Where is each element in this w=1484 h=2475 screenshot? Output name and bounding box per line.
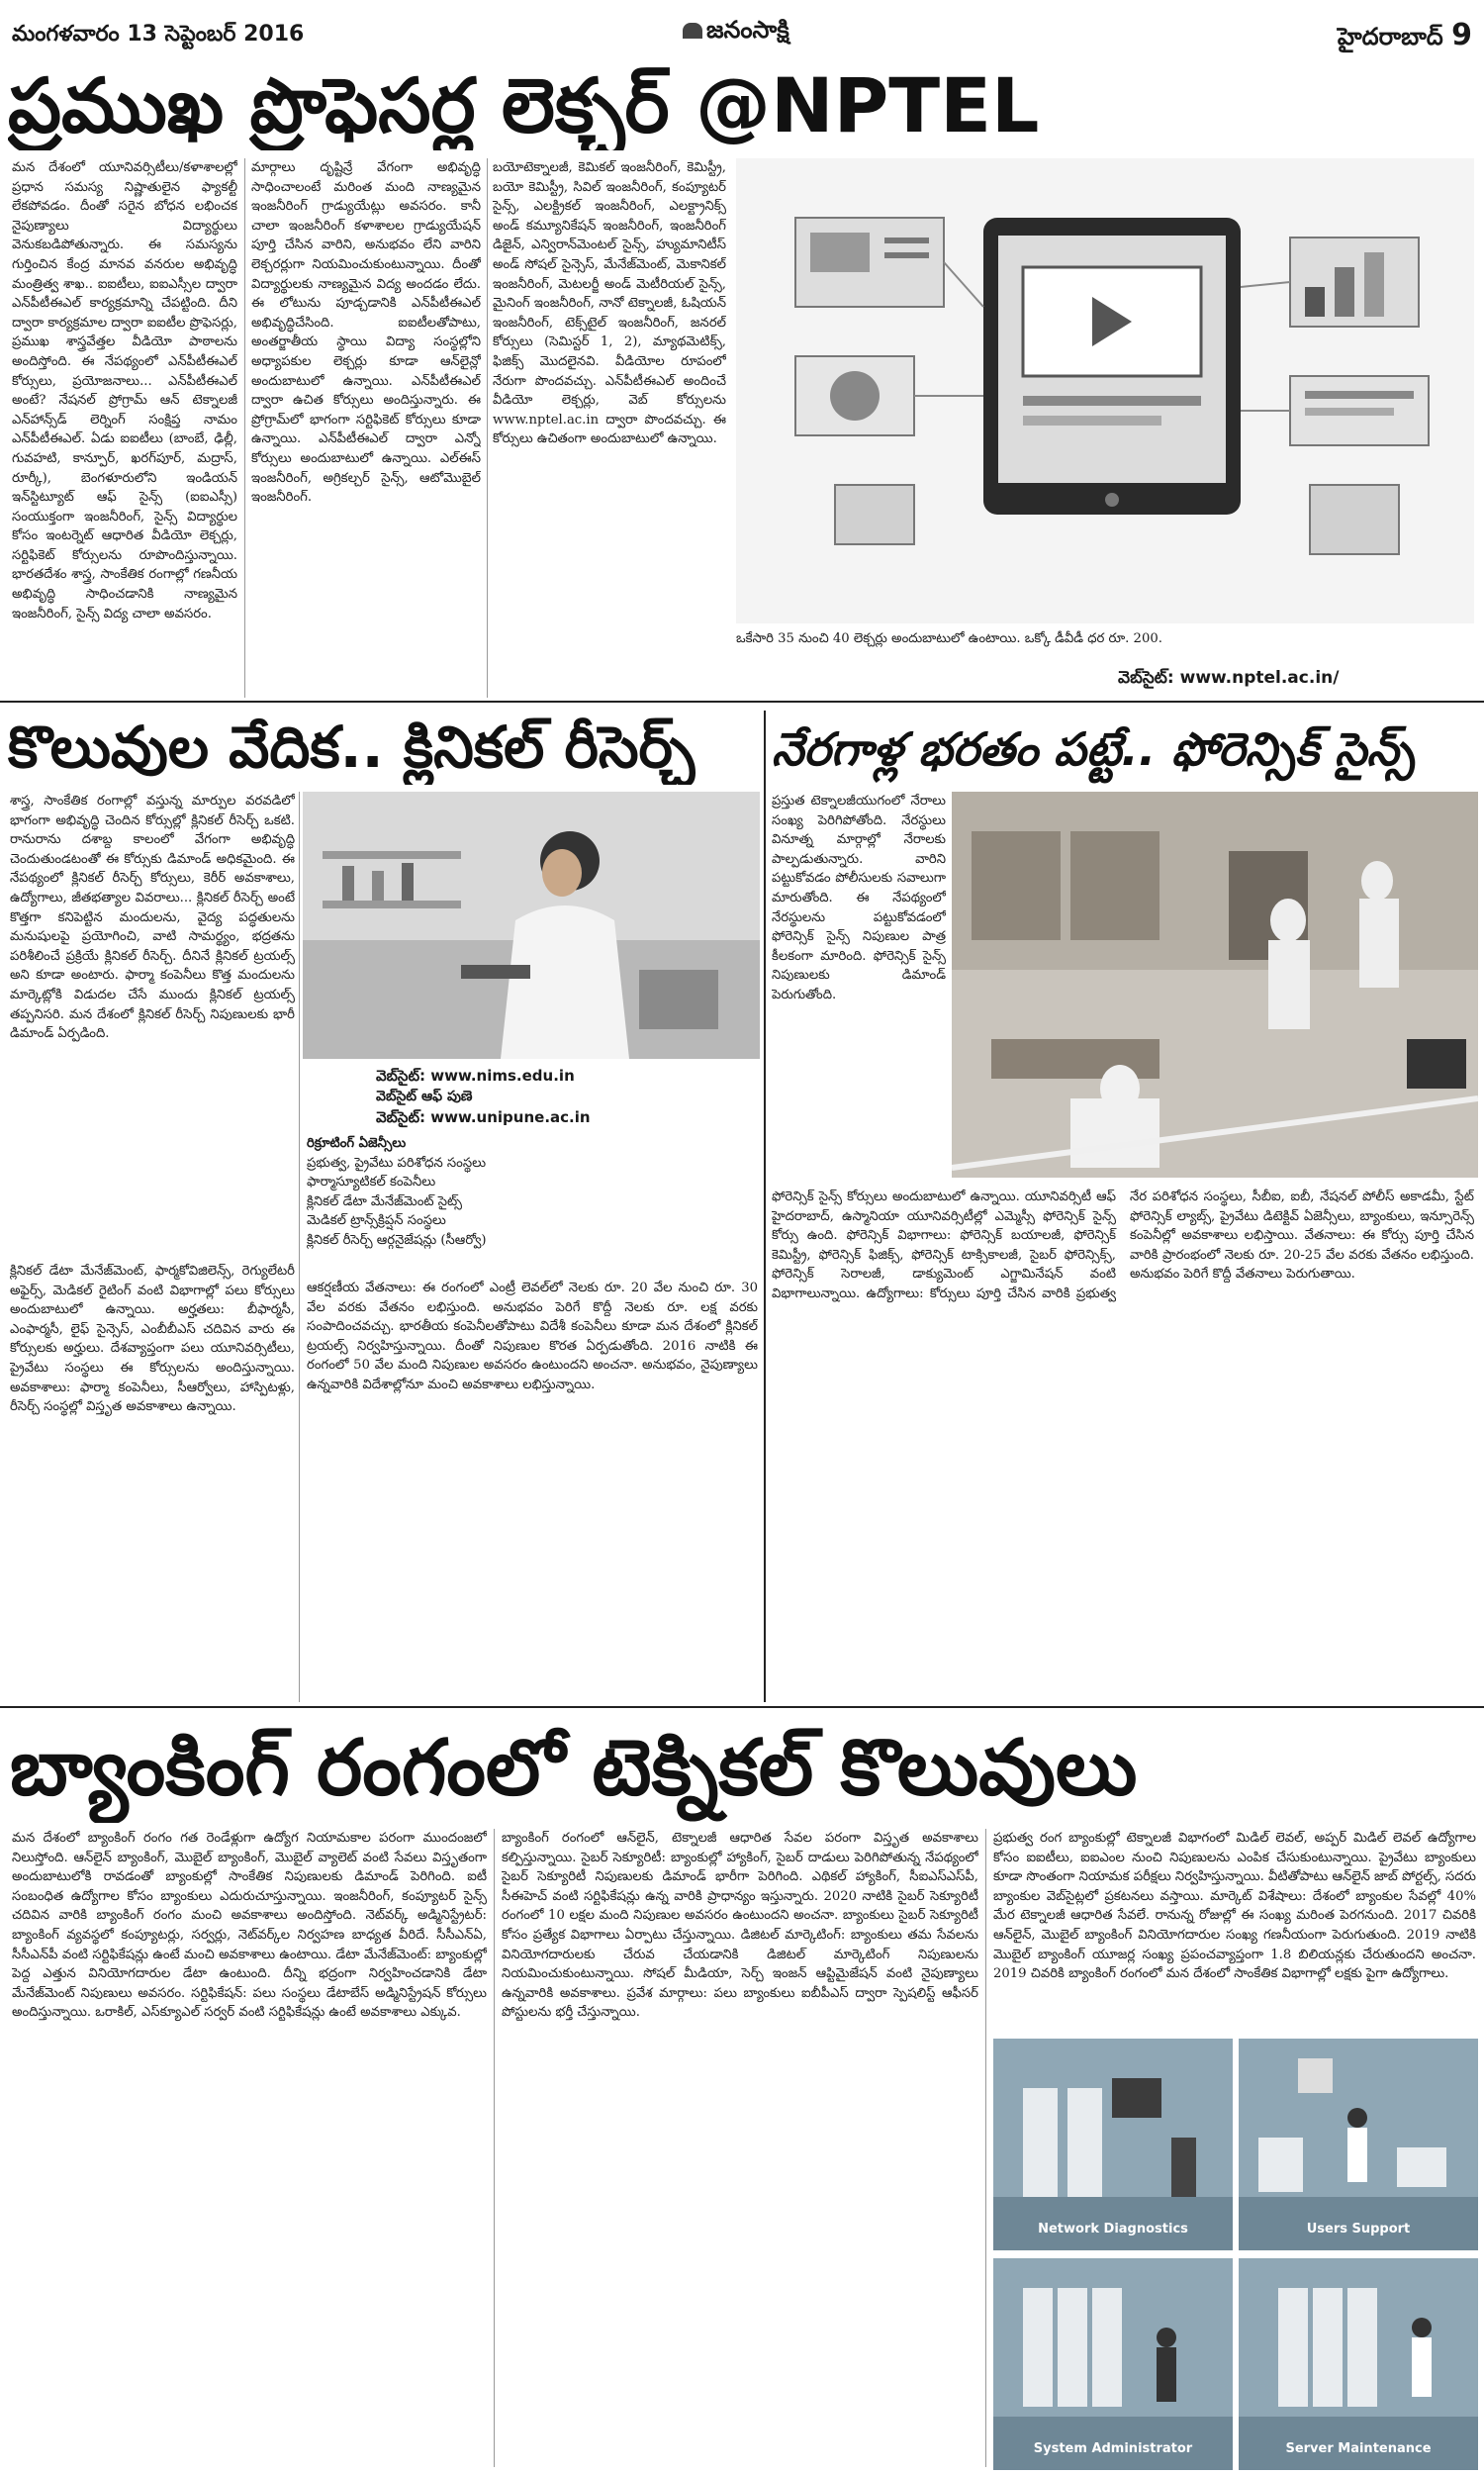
issue-date: మంగళవారం 13 సెప్టెంబర్ 2016 bbox=[12, 22, 305, 47]
server-maintenance-label: Server Maintenance bbox=[1285, 2441, 1432, 2456]
clinical-photo bbox=[303, 792, 760, 1059]
lab-scientist-photo bbox=[303, 792, 760, 1059]
page-number: 9 bbox=[1451, 18, 1472, 52]
unipune-website[interactable]: వెబ్‌సైట్: www.unipune.ac.in bbox=[376, 1108, 591, 1126]
recruiting-item: మెడికల్ ట్రాన్స్‌క్రిప్షన్ సంస్థలు bbox=[307, 1213, 446, 1229]
logo-text: జనంసాక్షి bbox=[706, 16, 789, 44]
recruiting-item: ఫార్మాస్యూటికల్ కంపెనీలు bbox=[307, 1175, 436, 1190]
banking-column-1: మన దేశంలో బ్యాంకింగ్ రంగం గత రెండేళ్లుగా ఉద్యోగ నియామకాల పరంగా ముందంజలో నిలుస్తోంది. ఆన్‌లైన్ బ్యాంకింగ్, మొబైల్ బ్యాంకింగ్, మొబైల్ వ్యాలెట్ వంటి సేవలు విస్తృతంగా అందుబాటులోకి రావడంతో బ్యాంకుల్లో సాంకేతిక నిపుణులకు డిమాండ్ పెరిగింది. ఐటీ సంబంధిత ఉద్యోగాల కోసం బ్యాంకులు ఎదురుచూస్తున్నాయి. ఇంజనీరింగ్, కంప్యూటర్ సైన్స్ చదివిన వారికి బ్యాంకింగ్ రంగం మంచి అవకాశాలు అందిస్తోంది. నెట్‌వర్క్ అడ్మినిస్ట్రేటర్: బ్యాంకింగ్ వ్యవస్థలో కంప్యూటర్లు, సర్వర్లు, నెట్‌వర్క్‌ల నిర్వహణ బాధ్యత వీరిదే. సీసీఎన్ఏ, సీసీఎన్‌పీ వంటి సర్టిఫికేషన్లు ఉంటే మంచి అవకాశాలు ఉంటాయి. డేటా మేనేజ్‌మెంట్: బ్యాంకుల్లో పెద్ద ఎత్తున వినియోగదారుల డేటా ఉంటుంది. దీన్ని భద్రంగా నిర్వహించడానికి డేటా మేనేజ్‌మెంట్ నిపుణులు అవసరం. సర్టిఫికేషన్: పలు సంస్థలు డేటాబేస్ అడ్మినిస్ట్రేషన్ కోర్సులు అందిస్తున్నాయి. ఒరాకిల్, ఎస్‌క్యూఎల్ సర్వర్ వంటి సర్టిఫికేషన్లు ఉంటే అవకాశాలు ఎక్కువ. bbox=[12, 1831, 487, 2021]
users-support-label: Users Support bbox=[1306, 2222, 1411, 2237]
banking-illustration bbox=[993, 2039, 1478, 2470]
crime-scene-photo bbox=[952, 792, 1478, 1178]
newspaper-logo bbox=[683, 16, 789, 49]
recruiting-item: క్లినికల్ రీసెర్చ్ ఆర్గనైజేషన్లు (సీఆర్వో) bbox=[307, 1232, 487, 1248]
banking-column-3: ప్రభుత్వ రంగ బ్యాంకుల్లో టెక్నాలజీ విభాగంలో మిడిల్ లెవల్, అప్పర్ మిడిల్ లెవల్ ఉద్యోగాల కోసం ఐఐటీలు, ఐఐఎంల నుంచి నిపుణులను ఎంపిక చేసుకుంటున్నాయి. ప్రైవేటు బ్యాంకులు కూడా సొంతంగా నియామక పరీక్షలు నిర్వహిస్తున్నాయి. వీటితోపాటు ఆన్‌లైన్ జాబ్ పోర్టల్స్, సదరు బ్యాంకుల వెబ్‌సైట్లలో ప్రకటనలు వస్తాయి. మార్కెట్ విశేషాలు: దేశంలో బ్యాంకుల సేవల్లో 40% మేర టెక్నాలజీ ఆధారిత సేవలే. రానున్న రోజుల్లో ఈ సంఖ్య మరింత పెరగనుంది. 2017 చివరికి ఆన్‌లైన్, మొబైల్ బ్యాంకింగ్ వినియోగదారుల సంఖ్య గణనీయంగా పెరుగుతుంది. 2019 నాటికి మొబైల్ బ్యాంకింగ్ యూజర్ల సంఖ్య ప్రపంచవ్యాప్తంగా 1.8 బిలియన్లకు చేరుతుందని అంచనా. 2019 చివరికి బ్యాంకింగ్ రంగంలో మన దేశంలో సాంకేతిక విభాగాల్లో లక్షకు పైగా ఉద్యోగాలు. bbox=[993, 1831, 1476, 1982]
network-diagnostics-label: Network Diagnostics bbox=[1038, 2222, 1188, 2237]
clinical-column-2: ఆకర్షణీయ వేతనాలు: ఈ రంగంలో ఎంట్రీ లెవల్‌లో నెలకు రూ. 20 వేల నుంచి రూ. 30 వేల వరకు వేతనం లభిస్తుంది. అనుభవం పెరిగే కొద్దీ నెలకు రూ. లక్ష వరకు సంపాదించవచ్చు. భారతీయ కంపెనీలతోపాటు విదేశీ కంపెనీలు కూడా మన దేశంలో క్లినికల్ ట్రయల్స్ నిర్వహిస్తున్నాయి. దీంతో నిపుణుల కొరత ఏర్పడుతోంది. 2016 నాటికి ఈ రంగంలో 50 వేల మంది నిపుణుల అవసరం ఉంటుందని అంచనా. అనుభవం, నైపుణ్యాలు ఉన్నవారికి విదేశాల్లోనూ మంచి అవకాశాలు లభిస్తున్నాయి. bbox=[307, 1281, 758, 1392]
forensic-headline: నేరగాళ్ల భరతం పట్టే.. ఫోరెన్సిక్ సైన్స్ bbox=[772, 722, 1416, 776]
banking-headline: బ్యాంకింగ్ రంగంలో టెక్నికల్ కొలువులు bbox=[10, 1724, 1138, 1813]
server-maintenance-panel bbox=[1239, 2258, 1478, 2470]
banking-column-2: బ్యాంకింగ్ రంగంలో ఆన్‌లైన్, టెక్నాలజీ ఆధారిత సేవల పరంగా విస్తృత అవకాశాలు కల్పిస్తున్నాయి. సైబర్ సెక్యూరిటీ: బ్యాంకుల్లో హ్యాకింగ్, సైబర్ దాడులు పెరిగిపోతున్న నేపథ్యంలో సైబర్ సెక్యూరిటీ నిపుణులకు డిమాండ్ భారీగా పెరిగింది. ఎథికల్ హ్యాకింగ్, సీఐఎస్ఎస్‌పీ, సీఈహెచ్ వంటి సర్టిఫికేషన్లు ఉన్న వారికి ప్రాధాన్యం ఇస్తున్నారు. 2020 నాటికి సైబర్ సెక్యూరిటీ రంగంలో 10 లక్షల మంది నిపుణుల అవసరం ఉంటుందని అంచనా. బ్యాంకులు సైబర్ సెక్యూరిటీ కోసం ప్రత్యేక విభాగాలు ఏర్పాటు చేస్తున్నాయి. డిజిటల్ మార్కెటింగ్: బ్యాంకులు తమ సేవలను వినియోగదారులకు చేరువ చేయడానికి డిజిటల్ మార్కెటింగ్ నిపుణులను నియమించుకుంటున్నాయి. సోషల్ మీడియా, సెర్చ్ ఇంజన్ ఆప్టిమైజేషన్ వంటి నైపుణ్యాలు ఉన్నవారికి అవకాశాలు. ప్రవేశ మార్గాలు: పలు బ్యాంకులు ఐబీపీఎస్ ద్వారా స్పెషలిస్ట్ ఆఫీసర్ పోస్టులను భర్తీ చేస్తున్నాయి. bbox=[502, 1831, 978, 2021]
users-support-panel bbox=[1239, 2039, 1478, 2250]
nptel-column-3: బయోటెక్నాలజీ, కెమికల్ ఇంజనీరింగ్, కెమిస్ట్రీ, బయో కెమిస్ట్రీ, సివిల్ ఇంజనీరింగ్, కంప్యూటర్ సైన్స్, ఎలక్ట్రికల్ ఇంజనీరింగ్, ఎలక్ట్రానిక్స్ అండ్ కమ్యూనికేషన్ ఇంజనీరింగ్, ఇంజనీరింగ్ డిజైన్, ఎన్విరాన్‌మెంటల్ సైన్స్, హ్యుమానిటీస్ అండ్ సోషల్ సైన్సెస్, మేనేజ్‌మెంట్, మెకానికల్ ఇంజనీరింగ్, మెటలర్జీ అండ్ మెటీరియల్ సైన్స్, మైనింగ్ ఇంజనీరింగ్, నానో టెక్నాలజీ, ఓషియన్ ఇంజనీరింగ్, టెక్స్‌టైల్ ఇంజనీరింగ్, జనరల్ కోర్సులు (సెమిస్టర్ 1, 2), మ్యాథమెటిక్స్, ఫిజిక్స్ మొదలైనవి. వీడియోల రూపంలో నేరుగా పొందవచ్చు. ఎన్‌పీటీఈఎల్ అందించే వీడియో లెక్చర్లు, వెబ్ కోర్సులను www.nptel.ac.in ద్వారా పొందవచ్చు. ఈ కోర్సులు ఉచితంగా అందుబాటులో ఉన్నాయి. bbox=[493, 160, 726, 447]
city-name: హైదరాబాద్ bbox=[1337, 23, 1443, 50]
page-location bbox=[1338, 18, 1472, 56]
nptel-website[interactable]: వెబ్‌సైట్: www.nptel.ac.in/ bbox=[1118, 668, 1340, 688]
nptel-illustration bbox=[736, 158, 1474, 623]
nptel-column-1: మన దేశంలో యూనివర్సిటీలు/కళాశాలల్లో ప్రధాన సమస్య నిష్ణాతులైన ఫ్యాకల్టీ లేకపోవడం. దీంతో సరైన బోధన లభించక నైపుణ్యాలు విద్యార్థులు వెనుకబడిపోతున్నారు. ఈ సమస్యను గుర్తించిన కేంద్ర మానవ వనరుల అభివృద్ధి మంత్రిత్వ శాఖ.. ఐఐటీలు, ఐఐఎస్సీల ద్వారా ఎన్‌పీటీఈఎల్ కార్యక్రమాన్ని చేపట్టింది. దీని ద్వారా కార్యక్రమాల ద్వారా ఐఐటీల ప్రొఫెసర్లు, ప్రముఖ శాస్త్రవేత్తల వీడియో పాఠాలను అందిస్తోంది. ఈ నేపథ్యంలో ఎన్‌పీటీఈఎల్ కోర్సులు, ప్రయోజనాలు... ఎన్‌పీటీఈఎల్ అంటే? నేషనల్ ప్రోగ్రామ్ ఆన్ టెక్నాలజీ ఎన్‌హాన్స్‌డ్ లెర్నింగ్ సంక్షిప్త నామం ఎన్‌పీటీఈఎల్. ఏడు ఐఐటీలు (బాంబే, ఢిల్లీ, గువహటి, కాన్పూర్, ఖరగ్‌పూర్, మద్రాస్, రూర్కీ), బెంగళూరులోని ఇండియన్ ఇన్‌స్టిట్యూట్ ఆఫ్ సైన్స్ (ఐఐఎస్సీ) సంయుక్తంగా ఇంజనీరింగ్, సైన్స్ విద్యార్థుల కోసం ఇంటర్నెట్ ఆధారిత వీడియో లెక్చర్లు, సర్టిఫికెట్ కోర్సులను రూపొందిస్తున్నాయి. భారతదేశం శాస్త్ర, సాంకేతిక రంగాల్లో గణనీయ అభివృద్ధి సాధించడానికి నాణ్యమైన ఇంజనీరింగ్, సైన్స్ విద్య చాలా అవసరం. bbox=[12, 160, 237, 621]
nptel-column-4: ఒకేసారి 35 నుంచి 40 లెక్చర్లు అందుబాటులో ఉంటాయి. ఒక్కో డీవీడీ ధర రూ. 200. bbox=[736, 631, 1162, 646]
recruiting-item: క్లినికల్ డేటా మేనేజ్‌మెంట్ సైట్స్ bbox=[307, 1193, 463, 1209]
users-support-icon bbox=[1239, 2039, 1478, 2250]
recruiting-title: రిక్రూటింగ్ ఏజెన్సీలు bbox=[307, 1136, 407, 1151]
nptel-headline: ప్రముఖ ప్రొఫెసర్ల లెక్చర్ @NPTEL bbox=[8, 61, 1040, 149]
network-diagnostics-icon bbox=[993, 2039, 1233, 2250]
network-diagnostics-panel bbox=[993, 2039, 1233, 2250]
recruiting-agencies bbox=[307, 1134, 758, 1273]
logo-icon bbox=[683, 23, 702, 39]
laptop-illustration bbox=[736, 158, 1474, 623]
pune-website-label: వెబ్‌సైట్ ఆఫ్ పుణె bbox=[376, 1089, 473, 1104]
system-administrator-panel bbox=[993, 2258, 1233, 2470]
system-administrator-icon bbox=[993, 2258, 1233, 2470]
clinical-column-1: శాస్త్ర, సాంకేతిక రంగాల్లో వస్తున్న మార్పుల వరవడిలో భాగంగా అభివృద్ధి చెందిన కోర్సుల్లో క్లినికల్ రీసెర్చ్ ఒకటి. రానురాను దశాబ్ద కాలంలో వేగంగా అభివృద్ధి చెందుతుండటంతో ఈ కోర్సుకు డిమాండ్ అధికమైంది. ఈ నేపథ్యంలో క్లినికల్ రీసెర్చ్ కోర్సులు, కెరీర్ అవకాశాలు, ఉద్యోగాలు, జీతభత్యాల వివరాలు... క్లినికల్ రీసెర్చ్ అంటే కొత్తగా కనిపెట్టిన మందులను, వైద్య పద్ధతులను మనుషులపై ప్రయోగించి, వాటి సామర్థ్యం, భద్రతను పరిశీలించే ప్రక్రియే క్లినికల్ రీసెర్చ్. దీనినే క్లినికల్ ట్రయల్స్ అని కూడా అంటారు. ఫార్మా కంపెనీలు కొత్త మందులను మార్కెట్లోకి విడుదల చేసే ముందు క్లినికల్ ట్రయల్స్ తప్పనిసరి. మన దేశంలో క్లినికల్ రీసెర్చ్ నిపుణులకు భారీ డిమాండ్ ఏర్పడింది. bbox=[10, 794, 295, 1042]
forensic-photo bbox=[952, 792, 1478, 1178]
clinical-headline: కొలువుల వేదిక.. క్లినికల్ రీసెర్చ్ bbox=[8, 714, 696, 781]
forensic-column-2: ఫోరెన్సిక్ సైన్స్ కోర్సులు అందుబాటులో ఉన్నాయి. యూనివర్సిటీ ఆఫ్ హైదరాబాద్, ఉస్మానియా యూనివర్సిటీల్లో ఎమ్మెస్సీ ఫోరెన్సిక్ సైన్స్ కోర్సు ఉంది. ఫోరెన్సిక్ విభాగాలు: ఫోరెన్సిక్ బయాలజీ, ఫోరెన్సిక్ కెమిస్ట్రీ, ఫోరెన్సిక్ ఫిజిక్స్, ఫోరెన్సిక్ టాక్సికాలజీ, సైబర్ ఫోరెన్సిక్స్, ఫోరెన్సిక్ సెరాలజీ, డాక్యుమెంట్ ఎగ్జామినేషన్ వంటి విభాగాలున్నాయి. ఉద్యోగాలు: కోర్సులు పూర్తి చేసిన వారికి ప్రభుత్వ నేర పరిశోధన సంస్థలు, సీబీఐ, ఐబీ, నేషనల్ పోలీస్ అకాడమీ, స్టేట్ ఫోరెన్సిక్ ల్యాబ్స్, ప్రైవేటు డిటెక్టివ్ ఏజెన్సీలు, బ్యాంకులు, ఇన్సూరెన్స్ కంపెనీల్లో అవకాశాలు లభిస్తాయి. వేతనాలు: ఈ కోర్సు పూర్తి చేసిన వారికి ప్రారంభంలో నెలకు రూ. 20-25 వేల వరకు వేతనం లభిస్తుంది. అనుభవం పెరిగే కొద్దీ వేతనాలు పెరుగుతాయి. bbox=[772, 1190, 1474, 1301]
forensic-column-1: ప్రస్తుత టెక్నాలజీయుగంలో నేరాలు సంఖ్య పెరిగిపోతోంది. నేరస్థులు వినూత్న మార్గాల్లో నేరాలకు పాల్పడుతున్నారు. వారిని పట్టుకోవడం పోలీసులకు సవాలుగా మారుతోంది. ఈ నేపథ్యంలో నేరస్థులను పట్టుకోవడంలో ఫోరెన్సిక్ సైన్స్ నిపుణుల పాత్ర కీలకంగా మారింది. ఫోరెన్సిక్ సైన్స్ నిపుణులకు డిమాండ్ పెరుగుతోంది. bbox=[772, 794, 946, 1002]
server-maintenance-icon bbox=[1239, 2258, 1478, 2470]
clinical-column-1b: క్లినికల్ డేటా మేనేజ్‌మెంట్, ఫార్మకోవిజిలెన్స్, రెగ్యులేటరీ అఫైర్స్, మెడికల్ రైటింగ్ వంటి విభాగాల్లో పలు కోర్సులు అందుబాటులో ఉన్నాయి. అర్హతలు: బీఫార్మసీ, ఎంఫార్మసీ, లైఫ్ సైన్సెస్, ఎంబీబీఎస్ చదివిన వారు ఈ కోర్సులకు అర్హులు. దేశవ్యాప్తంగా పలు యూనివర్సిటీలు, ప్రైవేటు సంస్థలు ఈ కోర్సులను అందిస్తున్నాయి. అవకాశాలు: ఫార్మా కంపెనీలు, సీఆర్వోలు, హాస్పిటళ్లు, రీసెర్చ్ సంస్థల్లో విస్తృత అవకాశాలు ఉన్నాయి. bbox=[10, 1264, 295, 1415]
nptel-column-2: మార్గాలు దృష్టిన్రే వేగంగా అభివృద్ధి సాధించాలంటే మరింత మంది నాణ్యమైన ఇంజనీరింగ్ గ్రాడ్యుయేట్లు అవసరం. కానీ చాలా ఇంజనీరింగ్ కళాశాలల గ్రాడ్యుయేషన్ పూర్తి చేసిన వారిని, అనుభవం లేని వారిని లెక్చరర్లుగా నియమించుకుంటున్నాయి. దీంతో విద్యార్థులకు నాణ్యమైన విద్య అందడం లేదు. ఈ లోటును పూడ్చడానికి ఎన్‌పీటీఈఎల్ అభివృద్ధిచేసింది. ఐఐటీలతోపాటు, అంతర్జాతీయ స్థాయి విద్యా సంస్థల్లోని అధ్యాపకుల లెక్చర్లు కూడా ఆన్‌లైన్లో అందుబాటులో ఉన్నాయి. ఎన్‌పీటీఈఎల్ ద్వారా ఉచిత కోర్సులు అందిస్తున్నారు. ఈ ప్రోగ్రామ్‌లో భాగంగా సర్టిఫికెట్ కోర్సులు కూడా ఉన్నాయి. ఎన్‌పీటీఈఎల్ ద్వారా ఎన్నో కోర్సులు అందుబాటులో ఉన్నాయి. ఎల్ఈస్ ఇంజనీరింగ్, అగ్రికల్చర్ సైన్స్, ఆటోమొబైల్ ఇంజనీరింగ్. bbox=[251, 160, 481, 506]
system-administrator-label: System Administrator bbox=[1033, 2441, 1193, 2456]
nims-website[interactable]: వెబ్‌సైట్: www.nims.edu.in bbox=[376, 1067, 575, 1085]
recruiting-item: ప్రభుత్వ, ప్రైవేటు పరిశోధన సంస్థలు bbox=[307, 1155, 487, 1171]
